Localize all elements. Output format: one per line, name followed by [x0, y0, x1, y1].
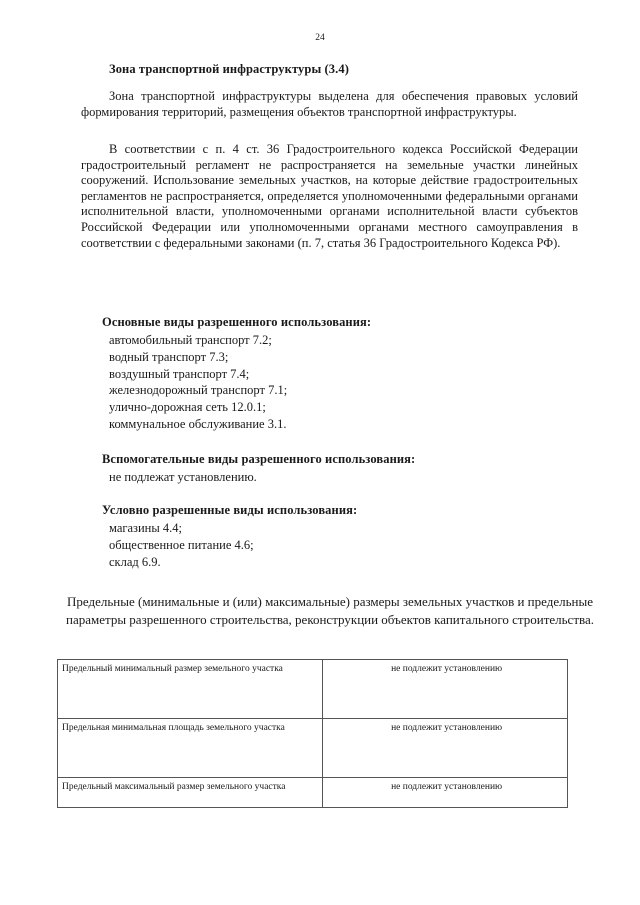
- intro-paragraph: [81, 89, 578, 120]
- list-item: железнодорожный транспорт 7.1;: [109, 383, 288, 398]
- list-item: улично-дорожная сеть 12.0.1;: [109, 400, 266, 415]
- parameters-table: [57, 659, 568, 808]
- intro-text: Зона транспортной инфраструктуры выделена для обеспечения правовых условий формирования территорий, размещения объектов транспортной инфраструктуры.: [81, 89, 578, 119]
- list-item: магазины 4.4;: [109, 521, 182, 535]
- main-uses-heading: Основные виды разрешенного использования:: [102, 315, 372, 329]
- list-item: склад 6.9.: [109, 554, 161, 569]
- legal-paragraph: [81, 142, 578, 251]
- list-item: воздушный транспорт 7.4;: [109, 366, 250, 381]
- parameter-name: Предельный минимальный размер земельного участка: [58, 660, 323, 719]
- page-number: 24: [315, 33, 325, 43]
- table-row: [58, 660, 568, 719]
- parameter-name: Предельная минимальная площадь земельного участка: [58, 719, 323, 778]
- parameter-value: не подлежит установлению: [323, 660, 568, 719]
- conditional-uses-heading: Условно разрешенные виды использования:: [102, 503, 358, 517]
- list-item: автомобильный транспорт 7.2;: [109, 333, 272, 347]
- list-item: не подлежат установлению.: [109, 470, 257, 484]
- main-uses-list: [109, 332, 287, 433]
- parameter-name: Предельный максимальный размер земельного участка: [58, 778, 323, 808]
- parameter-value: не подлежит установлению: [323, 778, 568, 808]
- list-item: общественное питание 4.6;: [109, 537, 254, 552]
- list-item: коммунальное обслуживание 3.1.: [109, 416, 287, 431]
- auxiliary-uses-heading: Вспомогательные виды разрешенного использования:: [102, 452, 416, 466]
- auxiliary-uses-list: [109, 469, 257, 486]
- table-row: [58, 778, 568, 808]
- limits-heading: Предельные (минимальные и (или) максимальные) размеры земельных участков и предельные параметры разрешенного строительства, реконструкции объектов капитального строительства.: [65, 594, 594, 627]
- list-item: водный транспорт 7.3;: [109, 349, 229, 364]
- parameter-value: не подлежит установлению: [323, 719, 568, 778]
- legal-text: В соответствии с п. 4 ст. 36 Градостроительного кодекса Российской Федерации градостроительный регламент не распространяется на земельные участки линейных сооружений. Использование земельных участков, на которые действие градостроительных регламентов не распространяется, определяется уполномоченными федеральными органами исполнительной власти, уполномоченными органами исполнительной власти субъектов Российской Федерации или уполномоченными органами местного самоуправления в соответствии с федеральными законами (п. 7, статья 36 Градостроительного Кодекса РФ).: [81, 142, 578, 250]
- table-row: [58, 719, 568, 778]
- conditional-uses-list: [109, 520, 254, 570]
- zone-title: Зона транспортной инфраструктуры (3.4): [109, 62, 349, 76]
